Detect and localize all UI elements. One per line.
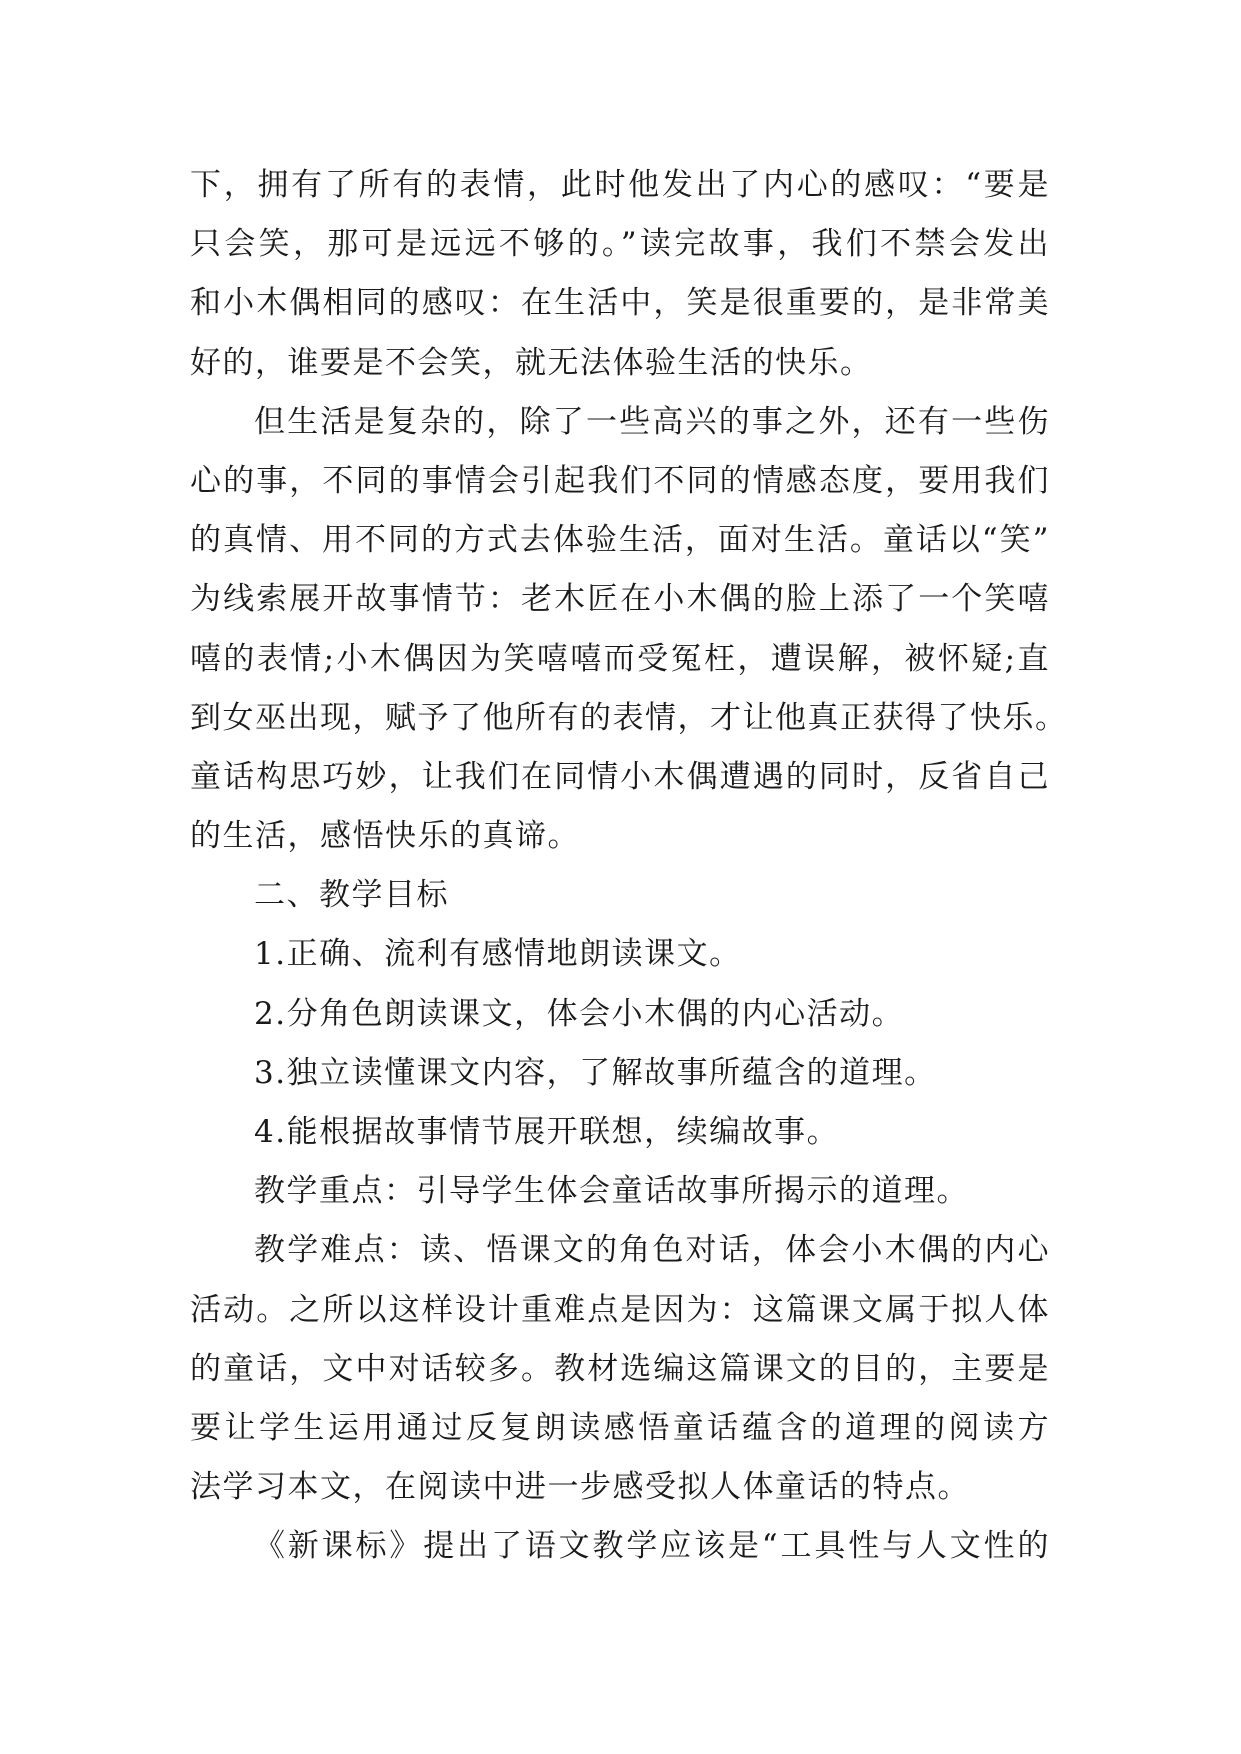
section-heading: 二、教学目标 (254, 877, 449, 914)
text-line: 的生活，感悟快乐的真谛。 (190, 818, 580, 855)
text-line: 童话构思巧妙，让我们在同情小木偶遭遇的同时，反省自己 (190, 758, 1050, 795)
text-line: 下，拥有了所有的表情，此时他发出了内心的感叹：“要是 (190, 167, 1050, 203)
text-line: 教学难点：读、悟课文的角色对话，体会小木偶的内心 (254, 1232, 1050, 1269)
text-line: 嘻的表情;小木偶因为笑嘻嘻而受冤枉，遭误解，被怀疑;直 (190, 640, 1050, 677)
text-line: 但生活是复杂的，除了一些高兴的事之外，还有一些伤 (254, 403, 1050, 440)
text-line: 要让学生运用通过反复朗读感悟童话蕴含的道理的阅读方 (190, 1409, 1050, 1446)
text-line: 为线索展开故事情节：老木匠在小木偶的脸上添了一个笑嘻 (190, 581, 1050, 618)
text-line: 和小木偶相同的感叹：在生活中，笑是很重要的，是非常美 (190, 285, 1050, 322)
text-line: 的童话，文中对话较多。教材选编这篇课文的目的，主要是 (190, 1350, 1050, 1387)
list-item: 2.分角色朗读课文，体会小木偶的内心活动。 (254, 995, 905, 1032)
text-line: 心的事，不同的事情会引起我们不同的情感态度，要用我们 (190, 462, 1050, 499)
text-line: 到女巫出现，赋予了他所有的表情，才让他真正获得了快乐。 (190, 699, 1068, 736)
list-item: 3.独立读懂课文内容，了解故事所蕴含的道理。 (254, 1054, 937, 1091)
text-line: 只会笑，那可是远远不够的。”读完故事，我们不禁会发出 (190, 226, 1050, 263)
document-body (190, 156, 1068, 1577)
text-line: 《新课标》提出了语文教学应该是“工具性与人文性的 (254, 1528, 1050, 1565)
list-item: 4.能根据故事情节展开联想，续编故事。 (254, 1114, 840, 1150)
text-line: 教学重点：引导学生体会童话故事所揭示的道理。 (254, 1173, 969, 1210)
list-item: 1.正确、流利有感情地朗读课文。 (254, 936, 742, 973)
text-line: 活动。之所以这样设计重难点是因为：这篇课文属于拟人体 (190, 1291, 1050, 1328)
text-line: 好的，谁要是不会笑，就无法体验生活的快乐。 (190, 344, 873, 381)
text-line: 法学习本文，在阅读中进一步感受拟人体童话的特点。 (190, 1469, 970, 1506)
text-line: 的真情、用不同的方式去体验生活，面对生活。童话以“笑” (190, 522, 1050, 559)
